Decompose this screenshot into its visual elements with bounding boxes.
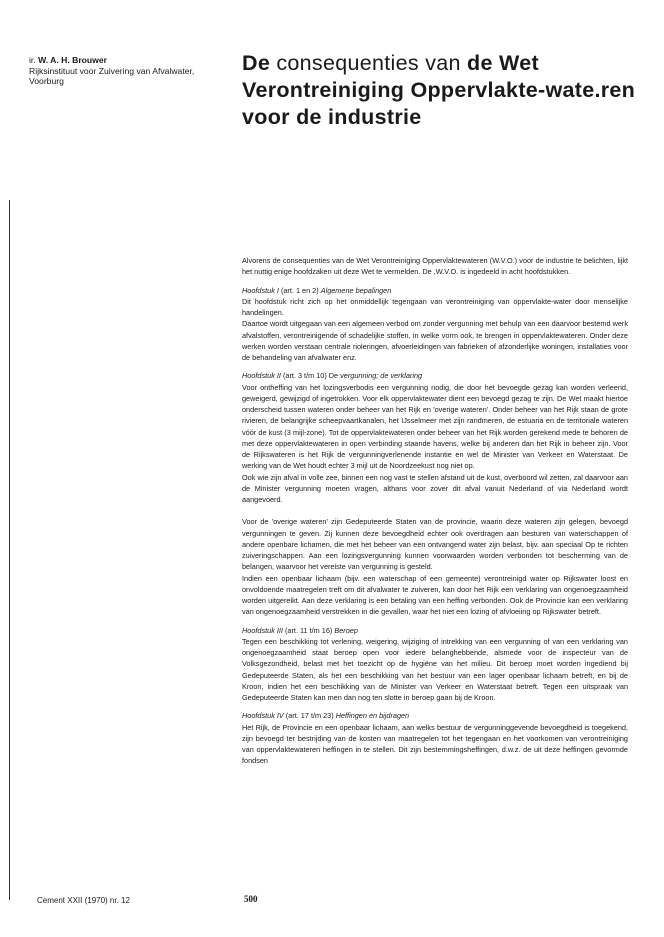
- section-3-ref: (art. 11 t/m 16): [282, 625, 335, 635]
- section-2-paragraph: Ook wie zijn afval in volle zee, binnen een nog vast te stellen afstand uit de kust, overboord wil zetten, zal daarvoor aan de Minister vergunning moeten vragen, althans voor zover dit afval vanuit Nederland of via Nederland wordt aangevoerd.: [242, 472, 628, 504]
- section-4-paragraph: Het Rijk, de Provincie en een openbaar lichaam, aan welks bestuur de vergunninggevende bevoegdheid is toegekend, zijn bevoegd ter bestrijding van de kosten van maatregelen tot het tegengaan en het voorkomen van verontreiniging van oppervlaktewateren heffingen in te stellen. Dit zijn bestemmingsheffingen, d.w.z. de uit deze heffingen gevormde fondsen: [242, 722, 628, 766]
- title-part-1: De: [242, 51, 271, 75]
- section-3-paragraph: Tegen een beschikking tot verlening, weigering, wijziging of intrekking van een vergunning of van een verklaring van ongenoegzaamheid staat beroep open voor iedere belanghebbende, alsmede voor de inspecteur van de Volksgezondheid, belast met het toezicht op de hygiëne van het milieu. Dit beroep moet worden ingediend bij Gedeputeerde Staten, als het een beschikking van het bestuur van een lager openbaar lichaam betreft, en bij de Kroon, indien het een beschikking van de Minister van Verkeer en Waterstaat betreft. Tegen een uitspraak van Gedeputeerde Staten kan men dan nog ten slotte in beroep gaan bij de Kroon.: [242, 636, 628, 702]
- author-name-line: [29, 55, 234, 66]
- section-2-title: vergunning; de verklaring: [340, 371, 423, 381]
- section-4-ref: (art. 17 t/m 23): [283, 711, 336, 721]
- section-heading-3: [242, 625, 628, 636]
- margin-rule: [9, 200, 10, 900]
- author-block: [29, 55, 234, 87]
- section-heading-2: [242, 370, 628, 381]
- author-name: W. A. H. Brouwer: [38, 55, 107, 65]
- section-1-paragraph: Dit hoofdstuk richt zich op het onmiddellijk tegengaan van verontreiniging van oppervlakte-water door menselijke handelingen.: [242, 296, 628, 317]
- section-1-paragraph: Daartoe wordt uitgegaan van een algemeen verbod om zonder vergunning met behulp van een daarvoor bestemd werk afvalstoffen, verontreinigende of schadelijke stoffen, in welke vorm ook, te brengen in oppervlaktewateren. Onder deze werken worden verstaan centrale rioleringen, afvoerleidingen van fabrieken of afzonderlijke woningen, installaties voor de behandeling van afvalwater enz.: [242, 319, 628, 362]
- section-3-label: Hoofdstuk III: [242, 625, 283, 635]
- intro-paragraph: Alvorens de consequenties van de Wet Verontreiniging Oppervlaktewateren (W.V.O.) voor de industrie te belichten, lijkt het nuttig enige hoofdzaken uit deze Wet te vermelden. De ,W.V.O. is ingedeeld in acht hoofdstukken.: [242, 256, 628, 277]
- title-part-2: consequenties van: [270, 51, 468, 75]
- section-2-paragraph: Indien een openbaar lichaam (bijv. een waterschap of een gemeente) verontreinigd water op Rijkswater loost en onvoldoende maatregelen treft om dit afvalwater te zuiveren, kan door het Rijk een verklaring van ongenoegzaamheid worden uitgereikt. Aan deze verklaring is een betaling van een heffing verbonden. Ook de Provincie kan een verklaring van ongenoegzaamheid verstrekken in die gevallen, waar het niet een lozing of afvloeiing op Rijkswater betreft.: [242, 573, 628, 617]
- author-affiliation-2: Voorburg: [29, 76, 64, 87]
- section-2-paragraph: Voor ontheffing van het lozingsverbodis een vergunning nodig, die door het bevoegde gezag kan worden verleend, geweigerd, gewijzigd of ingetrokken. Voor elk oppervlaktewater dient een bevoegd gezag te zijn. De Wet maakt hiertoe onderscheid tussen wateren onder beheer van het Rijk en 'overige wateren'. Onder beheer van het Rijk staan de grote rivieren, de belangrijke scheepvaartkanalen, het IJsselmeer met zijn randmeren, de estuaria en de territoriale wateren vóór de kust (3 mijl-zone). Tot de oppervlaktewateren onder beheer van het Rijk worden gerekend mede te behoren de met deze oppervlaktewateren in open verbinding staande havens, welke bij anderen dan het Rijk in beheer zijn. Voor de Rijkswateren is het Rijk de vergunningverlenende instantie en wel de Minister van Verkeer en Waterstaat. De werking van de Wet houdt echter 3 mijl uit de Noordzeekust nog niet op.: [242, 382, 628, 471]
- journal-citation: Cement XXII (1970) nr. 12: [37, 896, 130, 905]
- section-2-paragraph: Voor de 'overige wateren' zijn Gedeputeerde Staten van de provincie, waarin deze wateren zijn gelegen, bevoegd vergunningen te geven. Zij kunnen deze bevoegdheid echter ook overdragen aan besturen van waterschappen of andere openbare lichamen, die met het beheer van een ontvangend water zijn belast, bijv. aan speciaal Op te richten zuiveringschappen. Aan een lozingsvergunning kunnen voorwaarden worden verbonden tot bescherming van de belangen, waarvoor het vereiste van vergunning is gesteld.: [242, 517, 628, 572]
- section-2-label: Hoofdstuk II: [242, 371, 281, 381]
- section-4-title: Heffingen en bijdragen: [335, 711, 410, 721]
- section-heading-1: [242, 285, 628, 296]
- article-body: [242, 255, 628, 767]
- article-title: [242, 50, 642, 131]
- section-heading-4: [242, 710, 628, 721]
- section-3-title: Beroep: [334, 625, 358, 635]
- section-4-label: Hoofdstuk IV: [242, 711, 284, 721]
- page-number: 500: [244, 894, 258, 904]
- section-1-ref: (art. 1 en 2): [278, 285, 321, 295]
- section-1-label: Hoofdstuk I: [242, 285, 279, 295]
- section-2-ref: (art. 3 t/m 10) De: [280, 371, 341, 381]
- author-prefix: ir.: [29, 55, 36, 65]
- author-affiliation-1: Rijksinstituut voor Zuivering van Afvalwater,: [29, 65, 195, 76]
- title-part-3: de Wet Verontreiniging Oppervlakte-wate.ren voor de industrie: [242, 51, 636, 129]
- section-1-title: Algemene bepalingen: [320, 285, 392, 295]
